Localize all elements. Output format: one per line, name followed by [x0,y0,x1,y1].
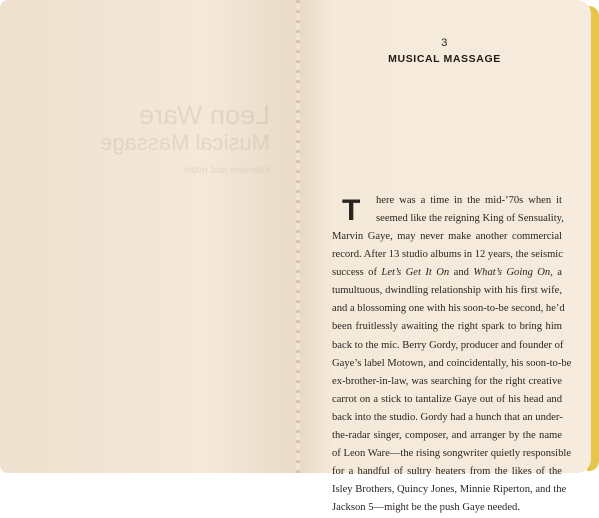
body-line: Gaye’s label Motown, and coincidentally, his soon-to-be [332,357,572,369]
chapter-number: 3 [441,37,448,49]
body-line: carrot on a stick to tantalize Gaye out of his head and [332,393,562,405]
bleed-through-line: Interview and notes [183,165,270,176]
left-page [0,0,298,473]
body-line: for a handful of sultry heaters from the likes of the [332,466,562,478]
body-line: ex-brother-in-law, was searching for the right creative [332,375,562,387]
body-line: Marvin Gaye, may never make another commercial [332,231,562,242]
body-line: the-radar singer, composer, and arranger by the name [332,430,562,442]
body-line: record. After 13 studio albums in 12 years, the seismic [332,249,563,261]
body-line: tumultuous, dwindling relationship with his first wife, [332,285,562,297]
body-line: here was a time in the mid-’70s when it [376,195,562,206]
body-line: Isley Brothers, Quincy Jones, Minnie Riperton, and the [332,484,567,496]
body-line: and a blossoming one with his soon-to-be second, he’d [332,303,565,315]
body-line: been fruitlessly awaiting the right spark to bring him [332,321,562,333]
body-line: seemed like the reigning King of Sensuality, [376,213,564,224]
body-line: back into the studio. Gordy had a hunch that an under- [332,411,563,423]
bleed-through-line: Musical Massage [100,130,270,155]
book-gutter [296,0,300,473]
bleed-through-text [70,100,270,178]
body-line-with-titles: success of Let’s Get It On and What’s Going On, a [332,267,562,279]
chapter-title: MUSICAL MASSAGE [388,53,501,65]
body-line: Jackson 5—might be the push Gaye needed. [332,502,520,514]
body-line: back to the mic. Berry Gordy, producer and founder of [332,339,564,351]
drop-cap: T [342,194,361,227]
album-title: What’s Going On [473,267,551,279]
bleed-through-line: Leon Ware [138,100,270,130]
body-line: of Leon Ware—the rising songwriter quietly responsible [332,448,572,460]
album-title: Let’s Get It On [381,267,450,279]
body-paragraph [332,228,572,518]
